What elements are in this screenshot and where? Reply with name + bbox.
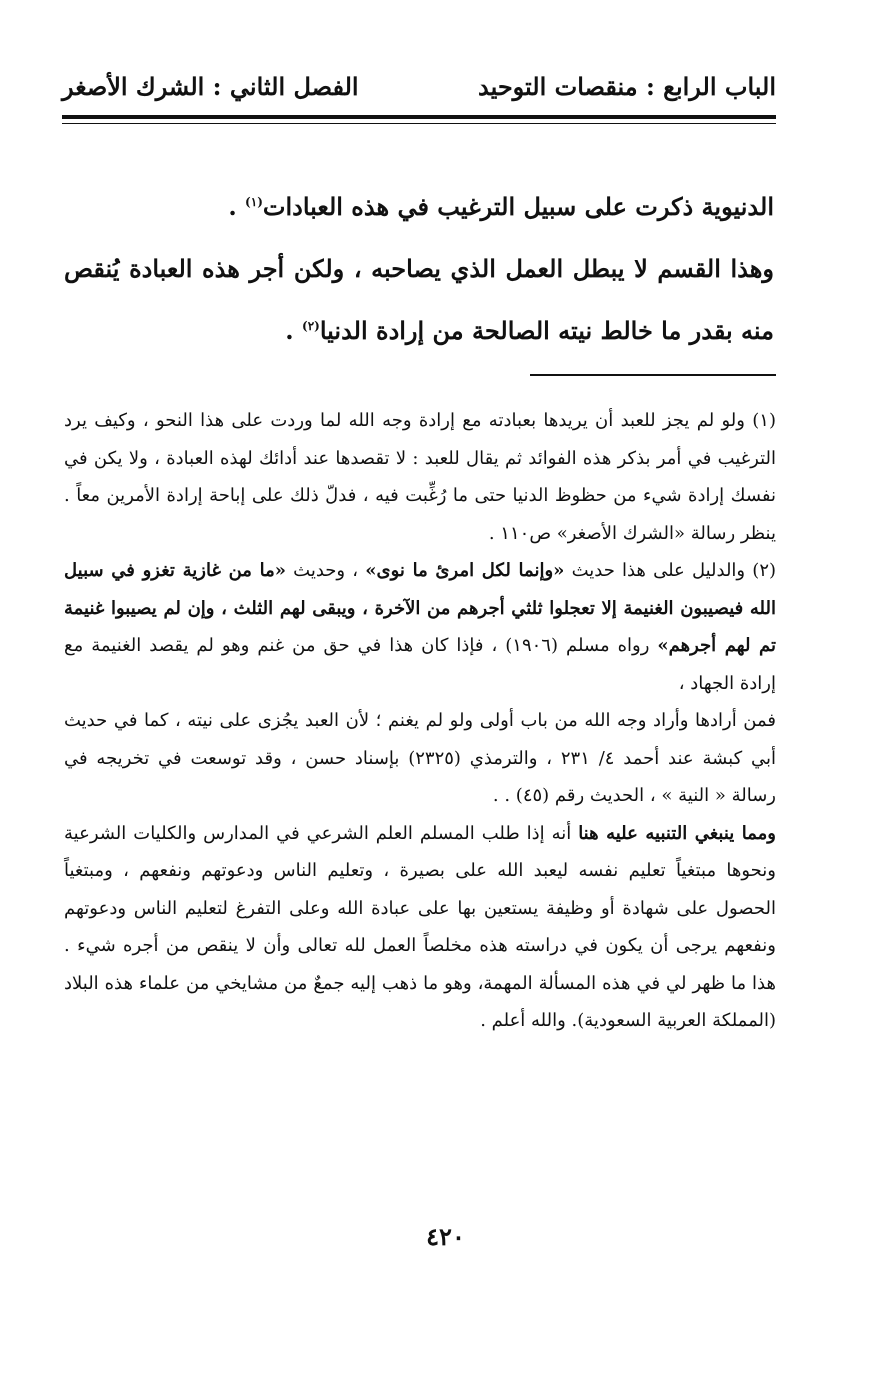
footnote-1: (١) ولو لم يجز للعبد أن يريدها بعبادته مع إرادة وجه الله لما وردت على هذا النحو ، وكيف يرد الترغيب في أمر بذكر هذه الفوائد ثم يقال للعبد : لا تقصدها عند أدائك لهذه العبادة ، ولا يكن في نفسك إرادة شيء من حظوظ الدنيا حتى ما رُغِّبت فيه ، فدلّ ذلك على إباحة إرادة الأمرين معاً . ينظر رسالة «الشرك الأصغر» ص١١٠ . <box>64 410 776 544</box>
footnote-ref-1[interactable]: (١) <box>245 195 263 209</box>
footnote-ref-2[interactable]: (٢) <box>302 319 320 333</box>
hadith-quote-1: «وإنما لكل امرئ ما نوى» <box>365 560 565 581</box>
header-rule-thin <box>62 123 776 124</box>
note-lead: ومما ينبغي التنبيه عليه هنا <box>578 822 776 844</box>
page-number: ٤٢٠ <box>426 1222 465 1251</box>
header-rule-thick <box>62 115 776 119</box>
footnotes <box>64 402 776 1040</box>
main-paragraph-1: الدنيوية ذكرت على سبيل الترغيب في هذه العبادات$^{(١)}$ . <box>228 192 774 221</box>
section-title: الفصل الثاني : الشرك الأصغر <box>62 72 359 101</box>
hadith-quote-2: «ما من غازية تغزو في سبيل الله فيصيبون الغنيمة إلا تعجلوا ثلثي أجرهم من الآخرة ، ويبقى لهم الثلث ، وإن لم يصيبوا غنيمة تم لهم أجرهم» <box>64 560 776 656</box>
footnote-2-note: ومما ينبغي التنبيه عليه هنا أنه إذا طلب المسلم العلم الشرعي في المدارس والكليات الشرعية ونحوها مبتغياً تعليم نفسه ليعبد الله على بصيرة ، وتعليم الناس ودعوتهم ونفعهم ، ومبتغياً الحصول على شهادة أو وظيفة يستعين بها على عبادة الله وعلى التفرغ لتعليم الناس ودعوتهم ونفعهم يرجى أن يكون في دراسته هذه مخلصاً العمل لله تعالى وأن لا ينقص من أجره شيء . هذا ما ظهر لي في هذه المسألة المهمة، وهو ما ذهب إليه جمعٌ من مشايخي من علماء هذه البلاد (المملكة العربية السعودية). والله أعلم . <box>64 822 776 1031</box>
running-header <box>62 72 776 118</box>
footnote-2-continued: فمن أرادها وأراد وجه الله من باب أولى ولو لم يغنم ؛ لأن العبد يجُزى على نيته ، كما في حديث أبي كبشة عند أحمد ٤/ ٢٣١ ، والترمذي (٢٣٢٥) بإسناد حسن ، وقد توسعت في تخريجه في رسالة « النية » ، الحديث رقم (٤٥) . . <box>64 710 776 806</box>
main-paragraph-2: وهذا القسم لا يبطل العمل الذي يصاحبه ، ولكن أجر هذه العبادة يُنقص منه بقدر ما خالط نيته الصالحة من إرادة الدنيا$^{(٢)}$ . <box>64 254 774 345</box>
footnote-2: (٢) والدليل على هذا حديث «وإنما لكل امرئ ما نوى» ، وحديث «ما من غازية تغزو في سبيل الله فيصيبون الغنيمة إلا تعجلوا ثلثي أجرهم من الآخرة ، ويبقى لهم الثلث ، وإن لم يصيبوا غنيمة تم لهم أجرهم» رواه مسلم (١٩٠٦) ، فإذا كان هذا في حق من غنم وهو لم يقصد الغنيمة مع إرادة الجهاد ، <box>64 560 777 694</box>
main-text <box>64 176 774 362</box>
chapter-title: الباب الرابع : منقصات التوحيد <box>477 72 776 101</box>
footnote-separator <box>530 374 776 376</box>
